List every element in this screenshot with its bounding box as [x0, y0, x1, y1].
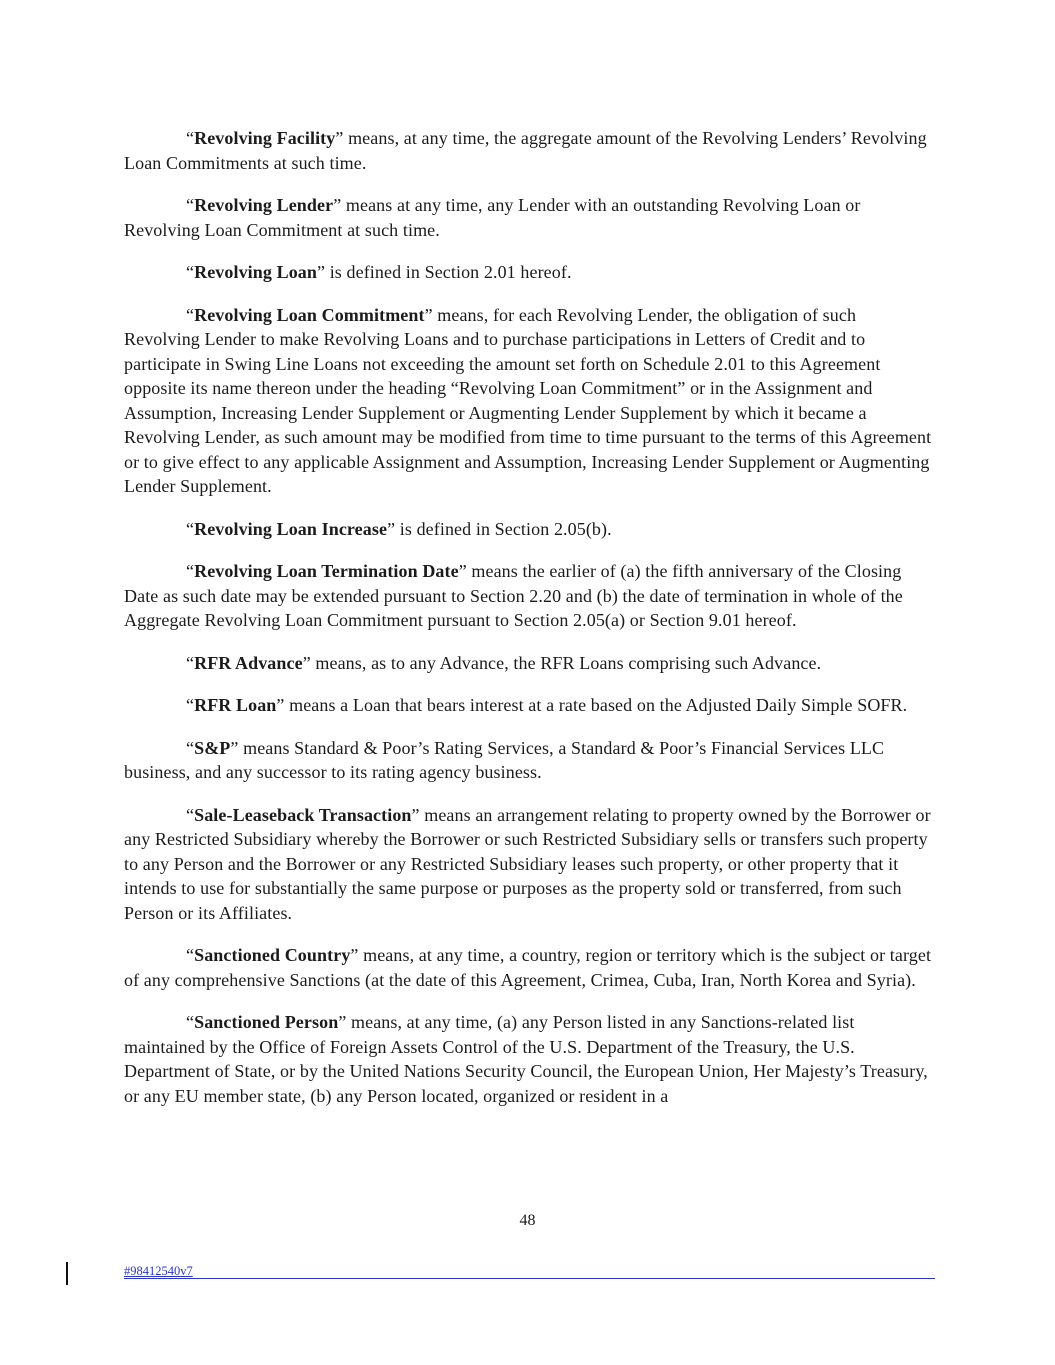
defined-term: S&P: [194, 737, 231, 758]
definition-text: ” means, for each Revolving Lender, the obligation of such Revolving Lender to make Revolving Loans and to purchase participations in Letters of Credit and to participate in Swing Line Loans not exceeding the amount set forth on Schedule 2.01 to this Agreement opposite its name thereon under the heading “Revolving Loan Commitment” or in the Assignment and Assumption, Increasing Lender Supplement or Augmenting Lender Supplement by which it became a Revolving Lender, as such amount may be modified from time to time pursuant to the terms of this Agreement or to give effect to any applicable Assignment and Assumption, Increasing Lender Supplement or Augmenting Lender Supplement.: [124, 304, 932, 496]
defined-term: Revolving Loan Commitment: [194, 304, 425, 325]
document-body: [124, 126, 934, 1126]
open-quote: “: [186, 737, 195, 758]
defined-term: Revolving Loan: [194, 262, 318, 282]
definition-paragraph: [124, 517, 934, 542]
open-quote: “: [186, 262, 195, 282]
defined-term: Revolving Loan Increase: [194, 518, 388, 539]
definition-text: ” means, at any time, the aggregate amount of the Revolving Lenders’ Revolving Loan Commitments at such time.: [124, 128, 927, 173]
definition-text: ” means the earlier of (a) the fifth anniversary of the Closing Date as such date may be extended pursuant to Section 2.20 and (b) the date of termination in whole of the Aggregate Revolving Loan Commitment pursuant to Section 2.05(a) or Section 9.01 hereof.: [124, 561, 903, 630]
defined-term: Sanctioned Country: [194, 945, 351, 965]
definition-text: ” is defined in Section 2.01 hereof.: [317, 262, 572, 282]
open-quote: “: [186, 561, 195, 581]
definition-text: ” means a Loan that bears interest at a rate based on the Adjusted Daily Simple SOFR.: [276, 695, 908, 715]
definition-paragraph: [124, 193, 934, 242]
defined-term: Revolving Facility: [194, 128, 336, 148]
footer-rule: [124, 1262, 935, 1279]
definition-paragraph: [124, 943, 934, 992]
open-quote: “: [186, 695, 195, 715]
definition-paragraph: [124, 736, 934, 785]
open-quote: “: [186, 518, 195, 539]
definition-text: ” means, as to any Advance, the RFR Loans comprising such Advance.: [302, 652, 822, 673]
defined-term: RFR Advance: [194, 652, 303, 673]
defined-term: Revolving Lender: [194, 195, 334, 215]
defined-term: Revolving Loan Termination Date: [194, 561, 459, 581]
definition-text: ” means, at any time, a country, region or territory which is the subject or target of any comprehensive Sanctions (at the date of this Agreement, Crimea, Cuba, Iran, North Korea and Syria).: [124, 945, 932, 990]
open-quote: “: [186, 804, 195, 825]
defined-term: Sale-Leaseback Transaction: [194, 804, 412, 825]
document-id-link[interactable]: #98412540v7: [124, 1264, 193, 1278]
definition-paragraph: [124, 126, 934, 175]
open-quote: “: [186, 304, 195, 325]
open-quote: “: [186, 945, 195, 965]
page-number: 48: [519, 1212, 536, 1229]
definition-paragraph: [124, 651, 934, 676]
definition-text: ” is defined in Section 2.05(b).: [387, 518, 612, 539]
definition-paragraph: [124, 559, 934, 633]
definition-paragraph: [124, 303, 934, 499]
open-quote: “: [186, 652, 195, 673]
definition-paragraph: [124, 693, 934, 718]
defined-term: Sanctioned Person: [194, 1012, 339, 1032]
definition-text: ” means an arrangement relating to property owned by the Borrower or any Restricted Subsidiary whereby the Borrower or such Restricted Subsidiary sells or transfers such property to any Person and the Borrower or any Restricted Subsidiary leases such property, or other property that it intends to use for substantially the same purpose or purposes as the property sold or transferred, from such Person or its Affiliates.: [124, 804, 931, 923]
open-quote: “: [186, 195, 195, 215]
definition-text: ” means, at any time, (a) any Person listed in any Sanctions-related list maintained by the Office of Foreign Assets Control of the U.S. Department of the Treasury, the U.S. Department of State, or by the United Nations Security Council, the European Union, Her Majesty’s Treasury, or any EU member state, (b) any Person located, organized or resident in a: [124, 1012, 928, 1106]
definition-paragraph: [124, 1010, 934, 1108]
definition-paragraph: [124, 803, 934, 926]
definition-text: ” means at any time, any Lender with an outstanding Revolving Loan or Revolving Loan Commitment at such time.: [124, 195, 861, 240]
open-quote: “: [186, 128, 195, 148]
defined-term: RFR Loan: [194, 695, 277, 715]
definition-text: ” means Standard & Poor’s Rating Services, a Standard & Poor’s Financial Services LLC business, and any successor to its rating agency business.: [124, 737, 885, 782]
open-quote: “: [186, 1012, 195, 1032]
change-bar: [66, 1262, 68, 1285]
definition-paragraph: [124, 260, 934, 285]
